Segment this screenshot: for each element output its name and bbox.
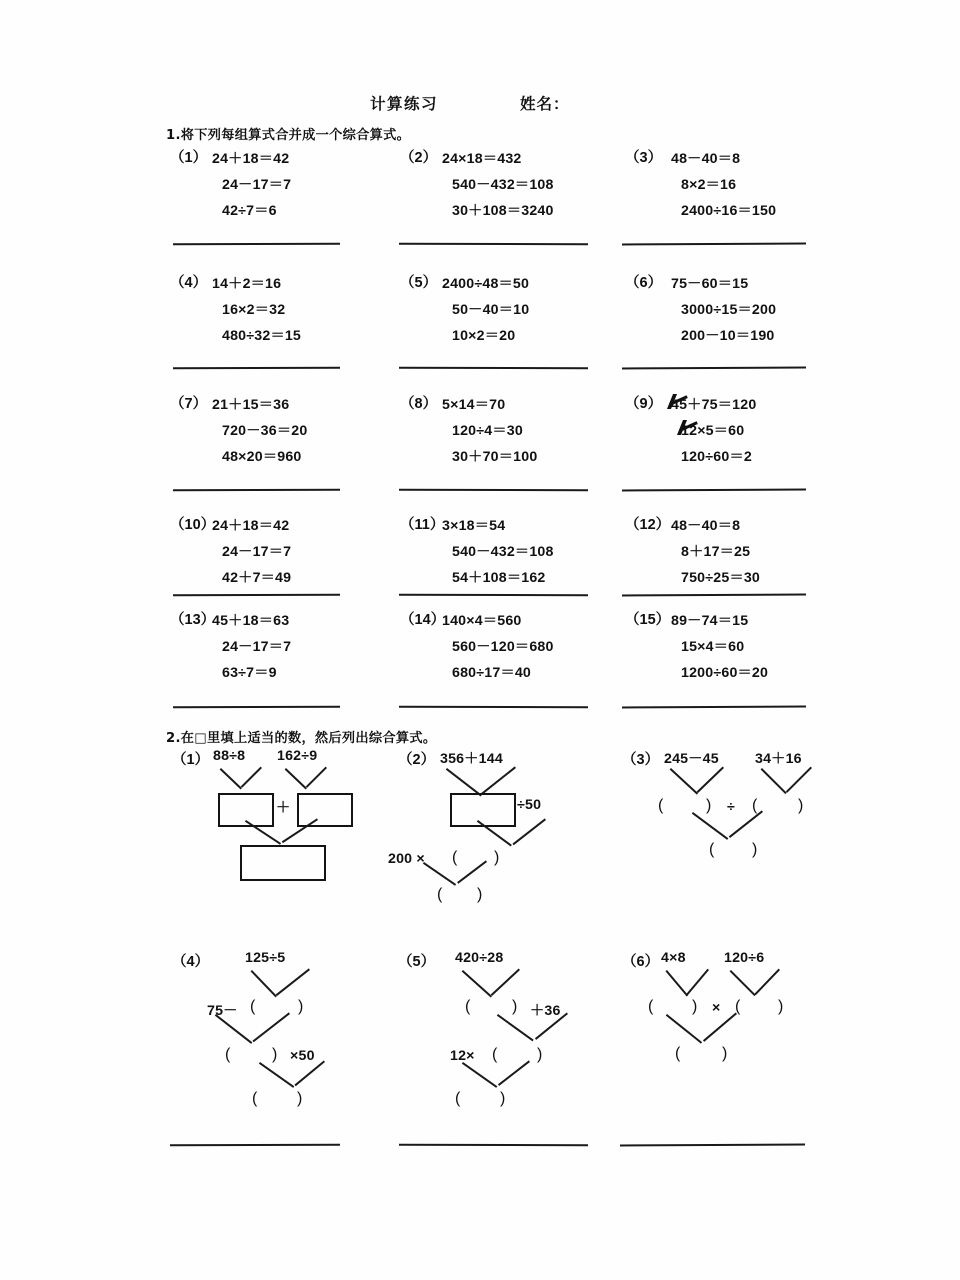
problem-equations (671, 608, 768, 686)
paren-close-result: ) (752, 841, 758, 858)
connector-line (692, 812, 728, 840)
equation-line: 24＋18＝42 (212, 151, 290, 167)
paren-open: ( (225, 1046, 231, 1063)
equation-line: 750÷25＝30 (681, 570, 761, 586)
problem-equations (442, 608, 554, 686)
term-top-right: 120÷6 (724, 950, 765, 966)
paren-open: ( (452, 849, 458, 866)
section-2-heading: 2.在□里填上适当的数，然后列出综合算式。 (166, 731, 437, 746)
student-name-label: 姓名： (520, 95, 570, 113)
paren-close-result: ) (297, 1090, 303, 1107)
answer-line (399, 594, 588, 596)
equation-line: 120÷4＝30 (452, 423, 523, 439)
equation-line: 16×2＝32 (222, 302, 286, 318)
problem-equations (212, 608, 291, 686)
answer-box-result[interactable] (240, 845, 326, 881)
paren-open-result: ( (252, 1090, 258, 1107)
equation-line: 2400÷16＝150 (681, 203, 777, 219)
equation-line: 10×2＝20 (452, 328, 516, 344)
term-top: 125÷5 (245, 950, 286, 966)
v-connector-left (761, 768, 787, 794)
equation-line: 30＋70＝100 (452, 449, 538, 465)
connector-line (253, 1012, 290, 1042)
equation-line: 24×18＝432 (442, 151, 522, 167)
equation-line: 24－17＝7 (222, 544, 292, 560)
problem-equations (212, 513, 291, 591)
connector-line (462, 1062, 497, 1088)
paren-close: ) (537, 1046, 543, 1063)
problem-number: （7） (170, 396, 208, 412)
v-connector-right (755, 969, 780, 995)
paren-open: ( (465, 998, 471, 1015)
paren-open-result: ( (709, 841, 715, 858)
v-connector-right (697, 767, 724, 793)
problem-number: （4） (170, 275, 208, 291)
equation-line: 24＋18＝42 (212, 518, 290, 534)
connector-line (295, 1060, 325, 1086)
problem-equations (671, 392, 756, 470)
problem-number: （14） (400, 612, 446, 628)
problem-number: （15） (625, 612, 671, 628)
equation-line: 48×20＝960 (222, 449, 302, 465)
paren-close: ) (272, 1046, 278, 1063)
paren-open-right: ( (735, 998, 741, 1015)
paren-close-result: ) (500, 1090, 506, 1107)
equation-line: 89－74＝15 (671, 613, 749, 629)
operator-times-50: ×50 (290, 1048, 315, 1064)
answer-line (173, 594, 340, 597)
equation-line: 120÷60＝2 (681, 449, 752, 465)
problem-number: （4） (172, 954, 210, 970)
answer-line (173, 489, 340, 492)
equation-line: 720－36＝20 (222, 423, 308, 439)
term-top: 420÷28 (455, 950, 504, 966)
v-connector-right (491, 969, 520, 996)
equation-line: 140×4＝560 (442, 613, 522, 629)
operator-plus-36: ＋36 (530, 1003, 561, 1019)
connector-line (513, 818, 546, 845)
v-connector-right (481, 766, 516, 795)
equation-line: 540－432＝108 (452, 544, 554, 560)
connector-line (259, 1062, 294, 1088)
answer-line (173, 706, 340, 709)
problem-number: （2） (400, 150, 438, 166)
connector-line (703, 1012, 737, 1042)
answer-line (622, 489, 806, 492)
equation-line: 480÷32＝15 (222, 328, 302, 344)
paren-close: ) (494, 849, 500, 866)
paren-open: ( (492, 1046, 498, 1063)
answer-line (170, 1144, 340, 1147)
equation-line: 540－432＝108 (452, 177, 554, 193)
v-connector-left (220, 768, 242, 789)
v-connector-left (285, 768, 307, 789)
problem-equations (671, 146, 776, 224)
problem-number: （2） (398, 752, 436, 768)
problem-equations (442, 271, 529, 349)
equation-line: 3×18＝54 (442, 518, 506, 534)
connector-line (457, 860, 487, 884)
term-top: 356＋144 (440, 751, 503, 767)
term-200-times: 200 × (388, 851, 425, 867)
equation-line: 30＋108＝3240 (452, 203, 554, 219)
problem-equations (671, 271, 776, 349)
v-connector-left (730, 970, 756, 996)
answer-line (622, 706, 806, 709)
paren-close-right: ) (798, 797, 804, 814)
answer-line (173, 367, 340, 370)
equation-line: 24－17＝7 (222, 177, 292, 193)
equation-line: 48－40＝8 (671, 518, 741, 534)
v-connector-left (462, 970, 492, 997)
connector-line (666, 1014, 702, 1044)
problem-number: （3） (622, 752, 660, 768)
equation-line: 50－40＝10 (452, 302, 530, 318)
paren-open-result: ( (455, 1090, 461, 1107)
answer-line (399, 243, 588, 245)
paren-open: ( (250, 998, 256, 1015)
equation-line: 560－120＝680 (452, 639, 554, 655)
problem-number: （5） (398, 954, 436, 970)
equation-line: 75－60＝15 (671, 276, 749, 292)
problem-number: （3） (625, 150, 663, 166)
equation-line: 5×14＝70 (442, 397, 506, 413)
equation-line: 54＋108＝162 (452, 570, 546, 586)
equation-line: 48－40＝8 (671, 151, 741, 167)
problem-number: （10） (170, 517, 216, 533)
equation-line: 24－17＝7 (222, 639, 292, 655)
equation-line: 15×4＝60 (681, 639, 745, 655)
answer-box-right[interactable] (297, 793, 353, 827)
operator-plus: ＋ (276, 800, 291, 816)
term-top-right: 162÷9 (277, 748, 318, 764)
v-connector-right (276, 968, 310, 996)
term-top-right: 34＋16 (755, 751, 802, 767)
problem-number: （9） (625, 396, 663, 412)
worksheet-header (165, 92, 805, 118)
problem-number: （1） (170, 150, 208, 166)
problem-number: （8） (400, 396, 438, 412)
equation-line: 45＋18＝63 (212, 613, 290, 629)
paren-open: ( (437, 886, 443, 903)
paren-close-result: ) (722, 1045, 728, 1062)
paren-close: ) (298, 998, 304, 1015)
v-connector-left (665, 970, 688, 996)
answer-line (399, 367, 588, 369)
term-top-left: 88÷8 (213, 748, 246, 764)
section-1-heading: 1.将下列每组算式合并成一个综合算式。 (166, 128, 411, 143)
paren-close-left: ) (706, 797, 712, 814)
paren-open-result: ( (675, 1045, 681, 1062)
problem-equations (442, 392, 537, 470)
problem-number: （12） (625, 517, 671, 533)
term-top-left: 245－45 (664, 751, 719, 767)
operator-times: × (712, 1000, 721, 1016)
equation-line: 63÷7＝9 (222, 665, 277, 681)
equation-line: 21＋15＝36 (212, 397, 290, 413)
paren-open-left: ( (648, 998, 654, 1015)
equation-line: 45＋75＝120 (671, 392, 756, 418)
connector-line (497, 1014, 534, 1042)
problem-number: （13） (170, 612, 216, 628)
problem-equations (212, 392, 307, 470)
answer-line (399, 706, 588, 708)
v-connector-right (786, 767, 812, 793)
equation-line: 42＋7＝49 (222, 570, 292, 586)
equation-line: 14＋2＝16 (212, 276, 282, 292)
equation-line: 200－10＝190 (681, 328, 775, 344)
paren-close: ) (512, 998, 518, 1015)
connector-line (498, 1060, 530, 1086)
answer-line (173, 243, 340, 246)
problem-equations (212, 271, 301, 349)
overwritten-digit: 12 (681, 418, 697, 444)
paren-open-right: ( (752, 797, 758, 814)
operator-divide: ÷ (727, 799, 735, 815)
answer-line (622, 594, 806, 597)
problem-number: （5） (400, 275, 438, 291)
equation-line: 12×5＝60 (671, 418, 756, 444)
v-connector-right (686, 969, 709, 995)
paren-close-left: ) (692, 998, 698, 1015)
equation-line: 2400÷48＝50 (442, 276, 530, 292)
answer-line (622, 367, 806, 370)
v-connector-right (306, 767, 327, 788)
equation-line: 3000÷15＝200 (681, 302, 777, 318)
operator-divide-50: ÷50 (517, 797, 542, 813)
term-12-times: 12× (450, 1048, 475, 1064)
page-title: 计算练习 (370, 95, 439, 113)
equation-line: 8×2＝16 (681, 177, 737, 193)
paren-close: ) (477, 886, 483, 903)
answer-line (399, 1144, 588, 1146)
v-connector-right (241, 767, 262, 788)
problem-number: （6） (622, 954, 660, 970)
problem-equations (212, 146, 291, 224)
equation-line: 1200÷60＝20 (681, 665, 769, 681)
equation-line: 680÷17＝40 (452, 665, 532, 681)
problem-number: （6） (625, 275, 663, 291)
problem-equations (442, 146, 554, 224)
problem-equations (671, 513, 760, 591)
answer-line (622, 243, 806, 246)
equation-line: 42÷7＝6 (222, 203, 277, 219)
problem-number: （1） (172, 752, 210, 768)
overwritten-digit: 4 (671, 392, 679, 418)
v-connector-left (251, 970, 277, 997)
answer-box-quotient[interactable] (450, 793, 516, 827)
v-connector-left (670, 768, 698, 794)
paren-open-left: ( (658, 797, 664, 814)
term-75-minus: 75－ (207, 1003, 238, 1019)
paren-close-right: ) (778, 998, 784, 1015)
answer-line (399, 489, 588, 491)
term-top-left: 4×8 (661, 950, 686, 966)
problem-equations (442, 513, 554, 591)
problem-number: （11） (400, 517, 445, 533)
answer-line (620, 1144, 805, 1147)
equation-line: 8＋17＝25 (681, 544, 751, 560)
